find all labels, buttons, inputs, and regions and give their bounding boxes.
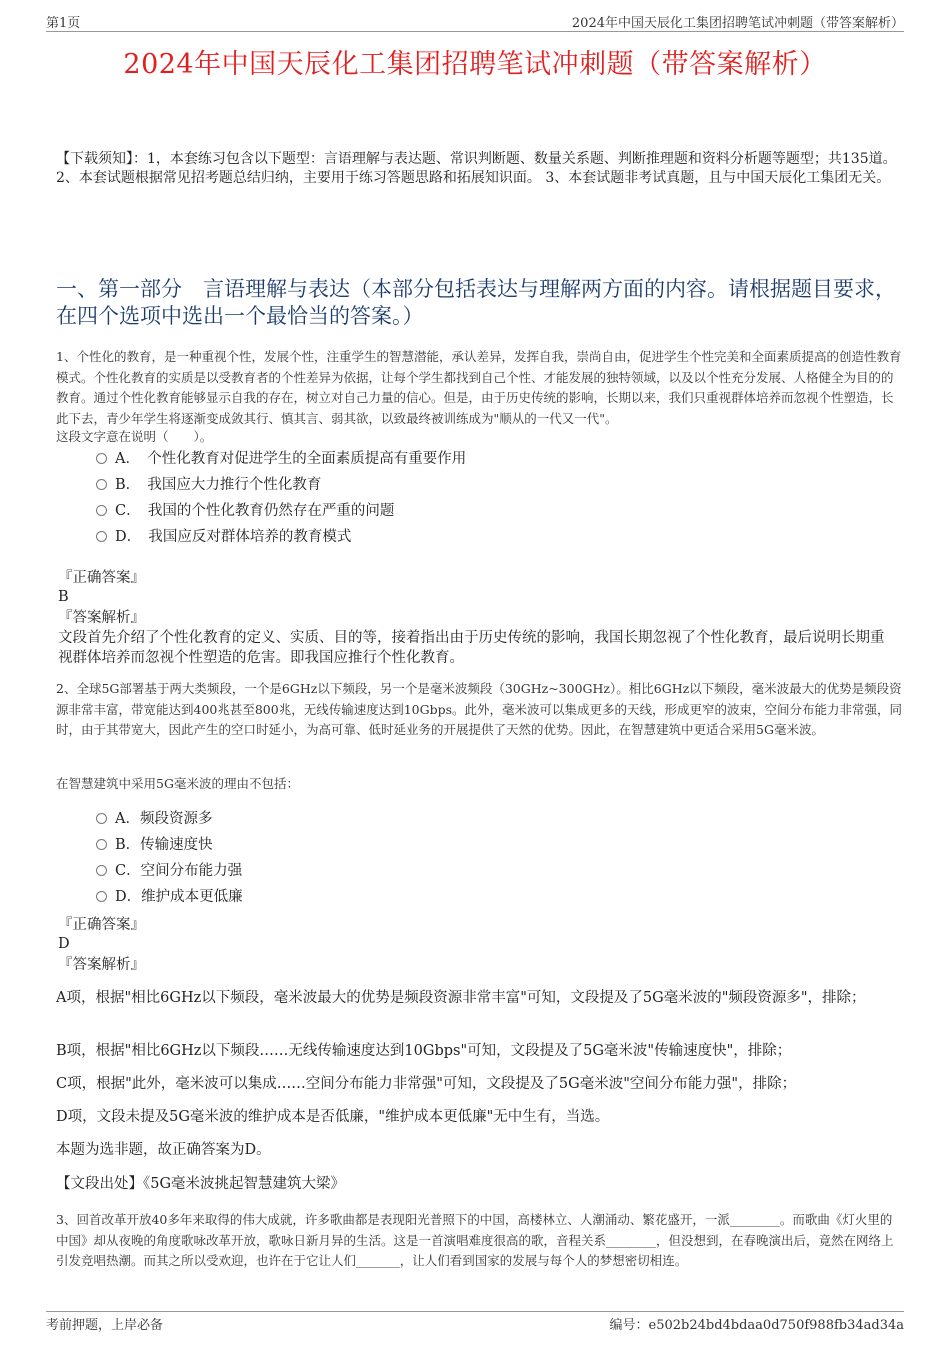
radio-icon[interactable]: [96, 839, 107, 850]
q2-option-a-label: A．频段资源多: [115, 811, 213, 827]
radio-icon[interactable]: [96, 865, 107, 876]
radio-icon[interactable]: [96, 531, 107, 542]
q2-analysis-b: B项，根据"相比6GHz以下频段……无线传输速度达到10Gbps"可知，文段提及了5G毫米波"传输速度快"，排除；: [56, 1043, 792, 1059]
q3-stem: 3、回首改革开放40多年来取得的伟大成就，许多歌曲都是表现阳光普照下的中国，高楼林立、人潮涌动、繁花盛开，一派________。而歌曲《灯火里的中国》却从夜晚的角度歌咏改革开放，歌咏日新月异的生活。这是一首演唱难度很高的歌，音程关系________，但没想到，在春晚演出后，竟然在网络上引发竞唱热潮。而其之所以受欢迎，也许在于它让人们_______，让人们看到国家的发展与每个人的梦想密切相连。: [56, 1212, 894, 1268]
radio-icon[interactable]: [96, 505, 107, 516]
q2-answer: D: [58, 936, 70, 952]
section-heading: 一、第一部分 言语理解与表达（本部分包括表达与理解两方面的内容。请根据题目要求，在四个选项中选出一个最恰当的答案。）: [56, 277, 896, 328]
footer-divider: [46, 1311, 904, 1312]
q2-analysis-a: A项，根据"相比6GHz以下频段，毫米波最大的优势是频段资源非常丰富"可知，文段提及了5G毫米波的"频段资源多"，排除；: [56, 990, 866, 1006]
q1-option-c[interactable]: [96, 500, 394, 522]
q2-option-c-label: C．空间分布能力强: [115, 863, 243, 879]
q2-stem: 2、全球5G部署基于两大类频段，一个是6GHz以下频段，另一个是毫米波频段（30GHz~300GHz）。相比6GHz以下频段，毫米波最大的优势是频段资源非常丰富，带宽能达到400兆甚至800兆，无线传输速度达到10Gbps。此外，毫米波可以集成更多的天线，形成更窄的波束，空间分布能力非常强，同时，由于其带宽大，因此产生的空口时延小，为高可靠、低时延业务的开展提供了天然的优势。因此，在智慧建筑中更适合采用5G毫米波。: [56, 681, 903, 737]
footer-serial: 编号：e502b24bd4bdaa0d750f988fb34ad34a: [609, 1318, 904, 1333]
q2-analysis-c: C项，根据"此外，毫米波可以集成……空间分布能力非常强"可知，文段提及了5G毫米波"空间分布能力强"，排除；: [56, 1076, 797, 1092]
q2-question: 在智慧建筑中采用5G毫米波的理由不包括：: [56, 776, 299, 791]
q1-option-a-label: A． 个性化教育对促进学生的全面素质提高有重要作用: [115, 451, 467, 467]
q2-analysis-d: D项，文段未提及5G毫米波的维护成本是否低廉，"维护成本更低廉"无中生有，当选。: [56, 1109, 610, 1125]
radio-icon[interactable]: [96, 891, 107, 902]
page-number: 第1页: [46, 16, 81, 31]
q2-option-b[interactable]: [96, 834, 213, 856]
q1-option-d[interactable]: [96, 526, 351, 548]
q2-analysis-label: 『答案解析』: [58, 957, 145, 973]
q1-stem: 1、个性化的教育，是一种重视个性，发展个性，注重学生的智慧潜能，承认差异，发挥自我，崇尚自由，促进学生个性完美和全面素质提高的创造性教育模式。个性化教育的实质是以受教育者的个性差异为依据，让每个学生都找到自己个性、才能发展的独特领域，以及以个性充分发展、人格健全为目的的教育。通过个性化教育能够显示自我的存在，树立对自己力量的信心。但是，由于历史传统的影响，长期以来，我们只重视群体培养而忽视个性塑造，长此下去，青少年学生将逐渐变成敛其行、慎其言、弱其欲，以致最终被训练成为"顺从的一代又一代"。: [56, 349, 902, 426]
q1-option-d-label: D． 我国应反对群体培养的教育模式: [115, 529, 352, 545]
q2-option-b-label: B．传输速度快: [115, 837, 213, 853]
radio-icon[interactable]: [96, 813, 107, 824]
q2-option-d-label: D．维护成本更低廉: [115, 889, 243, 905]
q2-option-c[interactable]: [96, 860, 242, 882]
q1-option-a[interactable]: [96, 448, 466, 470]
q2-answer-label: 『正确答案』: [58, 917, 145, 933]
q2-conclusion: 本题为选非题，故正确答案为D。: [56, 1142, 271, 1158]
q1-answer: B: [58, 589, 69, 605]
q1-question: 这段文字意在说明（ ）。: [56, 429, 213, 444]
download-notice: 【下载须知】：1，本套练习包含以下题型：言语理解与表达题、常识判断题、数量关系题、判断推理题和资料分析题等题型；共135道。 2、本套试题根据常见招考题总结归纳，主要用于练习答题思路和拓展知识面。 3、本套试题非考试真题，且与中国天辰化工集团无关。: [56, 151, 897, 186]
q2-source: 【文段出处】《5G毫米波挑起智慧建筑大梁》: [56, 1176, 346, 1192]
q1-answer-label: 『正确答案』: [58, 570, 145, 586]
header-doc-title: 2024年中国天辰化工集团招聘笔试冲刺题（带答案解析）: [571, 16, 904, 31]
q1-analysis-label: 『答案解析』: [58, 610, 145, 626]
q1-option-b-label: B． 我国应大力推行个性化教育: [115, 477, 322, 493]
footer-slogan: 考前押题，上岸必备: [46, 1318, 164, 1333]
radio-icon[interactable]: [96, 453, 107, 464]
q1-option-c-label: C． 我国的个性化教育仍然存在严重的问题: [115, 503, 395, 519]
q2-option-d[interactable]: [96, 886, 243, 908]
q1-analysis: 文段首先介绍了个性化教育的定义、实质、目的等，接着指出由于历史传统的影响，我国长期忽视了个性化教育，最后说明长期重视群体培养而忽视个性塑造的危害。即我国应推行个性化教育。: [58, 630, 885, 666]
header-divider: [46, 31, 904, 32]
q2-option-a[interactable]: [96, 808, 212, 830]
q1-option-b[interactable]: [96, 474, 321, 496]
radio-icon[interactable]: [96, 479, 107, 490]
document-title: 2024年中国天辰化工集团招聘笔试冲刺题（带答案解析）: [123, 49, 827, 80]
